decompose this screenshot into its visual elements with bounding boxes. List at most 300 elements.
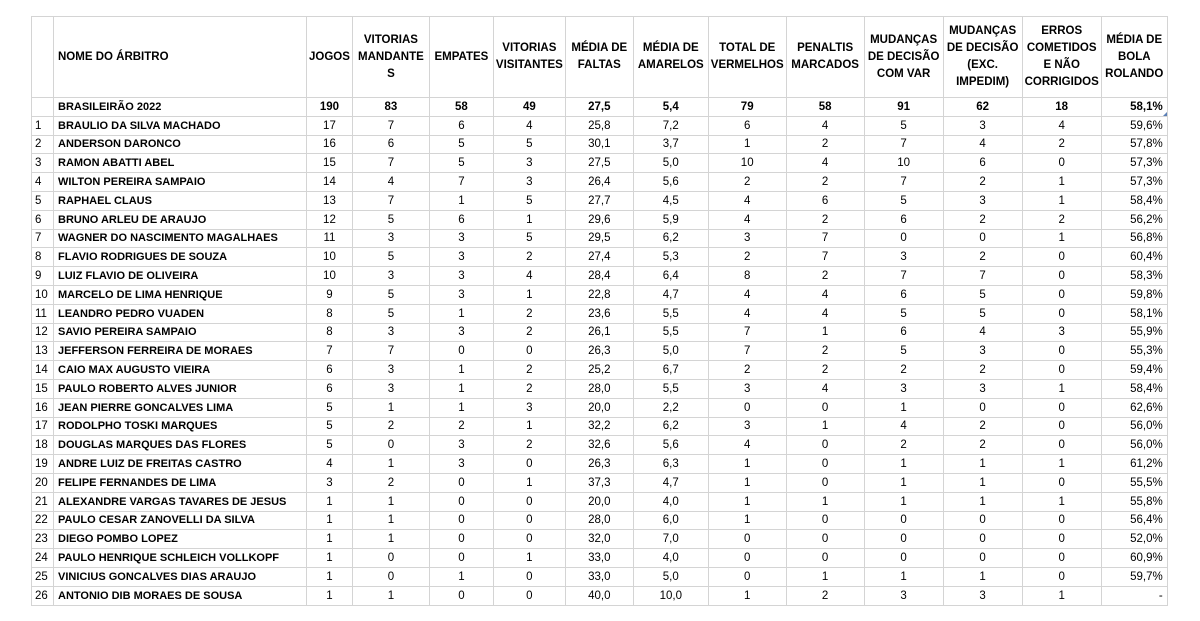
cell-bola-rolando: 58,4%: [1101, 191, 1167, 210]
cell-name: FLAVIO RODRIGUES DE SOUZA: [54, 248, 307, 267]
cell-media-amarelos: 5,0: [633, 342, 708, 361]
cell-penaltis: 0: [786, 473, 864, 492]
cell-media-amarelos: 7,0: [633, 530, 708, 549]
cell-total-vermelhos: 3: [708, 379, 786, 398]
mudancas-var-header: MUDANÇAS DE DECISÃO COM VAR: [864, 17, 943, 98]
cell-media-amarelos: 6,4: [633, 267, 708, 286]
summary-penaltis: 58: [786, 98, 864, 117]
cell-mudancas-exc: 4: [943, 323, 1022, 342]
cell-index: 17: [32, 417, 54, 436]
cell-vitorias-visitantes: 2: [493, 323, 565, 342]
cell-jogos: 5: [307, 436, 353, 455]
cell-empates: 7: [429, 173, 493, 192]
cell-media-faltas: 28,0: [565, 379, 633, 398]
cell-name: SAVIO PEREIRA SAMPAIO: [54, 323, 307, 342]
cell-name: ANTONIO DIB MORAES DE SOUSA: [54, 586, 307, 605]
cell-penaltis: 4: [786, 379, 864, 398]
cell-penaltis: 2: [786, 586, 864, 605]
cell-empates: 1: [429, 304, 493, 323]
cell-vitorias-mandantes: 7: [352, 154, 429, 173]
cell-jogos: 10: [307, 248, 353, 267]
cell-empates: 1: [429, 379, 493, 398]
cell-name: BRAULIO DA SILVA MACHADO: [54, 116, 307, 135]
cell-vitorias-visitantes: 3: [493, 154, 565, 173]
cell-penaltis: 4: [786, 304, 864, 323]
cell-vitorias-mandantes: 3: [352, 229, 429, 248]
cell-media-amarelos: 4,5: [633, 191, 708, 210]
cell-penaltis: 0: [786, 511, 864, 530]
cell-mudancas-exc: 0: [943, 229, 1022, 248]
table-row: [32, 229, 1168, 248]
cell-vitorias-mandantes: 5: [352, 304, 429, 323]
cell-mudancas-exc: 4: [943, 135, 1022, 154]
cell-index: 13: [32, 342, 54, 361]
cell-vitorias-mandantes: 7: [352, 191, 429, 210]
cell-jogos: 10: [307, 267, 353, 286]
cell-mudancas-var: 1: [864, 455, 943, 474]
empates-header: EMPATES: [429, 17, 493, 98]
cell-erros: 0: [1022, 567, 1101, 586]
cell-total-vermelhos: 6: [708, 116, 786, 135]
cell-index: 10: [32, 285, 54, 304]
cell-mudancas-exc: 1: [943, 455, 1022, 474]
cell-index: 19: [32, 455, 54, 474]
cell-empates: 3: [429, 285, 493, 304]
table-row: [32, 417, 1168, 436]
table-row: [32, 173, 1168, 192]
cell-media-amarelos: 3,7: [633, 135, 708, 154]
cell-mudancas-exc: 1: [943, 567, 1022, 586]
cell-index: 22: [32, 511, 54, 530]
cell-total-vermelhos: 4: [708, 210, 786, 229]
cell-mudancas-exc: 3: [943, 342, 1022, 361]
cell-name: WILTON PEREIRA SAMPAIO: [54, 173, 307, 192]
cell-mudancas-exc: 2: [943, 436, 1022, 455]
cell-jogos: 14: [307, 173, 353, 192]
cell-total-vermelhos: 0: [708, 530, 786, 549]
cell-name: RAMON ABATTI ABEL: [54, 154, 307, 173]
cell-media-amarelos: 6,7: [633, 361, 708, 380]
cell-vitorias-mandantes: 1: [352, 492, 429, 511]
cell-name: PAULO CESAR ZANOVELLI DA SILVA: [54, 511, 307, 530]
cell-media-faltas: 23,6: [565, 304, 633, 323]
cell-penaltis: 0: [786, 530, 864, 549]
vitorias-visitantes-header: VITORIAS VISITANTES: [493, 17, 565, 98]
cell-vitorias-visitantes: 1: [493, 417, 565, 436]
cell-penaltis: 2: [786, 210, 864, 229]
cell-empates: 5: [429, 154, 493, 173]
table-row: [32, 135, 1168, 154]
cell-jogos: 1: [307, 530, 353, 549]
cell-mudancas-exc: 7: [943, 267, 1022, 286]
cell-media-faltas: 28,4: [565, 267, 633, 286]
cell-mudancas-exc: 0: [943, 549, 1022, 568]
cell-index: 21: [32, 492, 54, 511]
cell-media-amarelos: 5,6: [633, 436, 708, 455]
cell-vitorias-mandantes: 1: [352, 586, 429, 605]
summary-index: [32, 98, 54, 117]
cell-bola-rolando: 55,3%: [1101, 342, 1167, 361]
cell-media-amarelos: 6,2: [633, 229, 708, 248]
cell-mudancas-var: 2: [864, 361, 943, 380]
cell-name: RODOLPHO TOSKI MARQUES: [54, 417, 307, 436]
cell-total-vermelhos: 2: [708, 248, 786, 267]
cell-vitorias-visitantes: 1: [493, 549, 565, 568]
cell-media-amarelos: 10,0: [633, 586, 708, 605]
cell-index: 8: [32, 248, 54, 267]
cell-total-vermelhos: 10: [708, 154, 786, 173]
cell-erros: 2: [1022, 210, 1101, 229]
cell-index: 7: [32, 229, 54, 248]
cell-jogos: 11: [307, 229, 353, 248]
cell-erros: 1: [1022, 191, 1101, 210]
cell-bola-rolando: -: [1101, 586, 1167, 605]
cell-mudancas-exc: 5: [943, 304, 1022, 323]
cell-vitorias-visitantes: 0: [493, 342, 565, 361]
cell-vitorias-visitantes: 0: [493, 586, 565, 605]
cell-erros: 0: [1022, 361, 1101, 380]
cell-bola-rolando: 62,6%: [1101, 398, 1167, 417]
cell-bola-rolando: 59,4%: [1101, 361, 1167, 380]
cell-media-amarelos: 4,0: [633, 549, 708, 568]
summary-media-faltas: 27,5: [565, 98, 633, 117]
cell-penaltis: 2: [786, 361, 864, 380]
cell-media-amarelos: 5,6: [633, 173, 708, 192]
cell-index: 6: [32, 210, 54, 229]
table-row: [32, 379, 1168, 398]
summary-media-amarelos: 5,4: [633, 98, 708, 117]
cell-name: ANDERSON DARONCO: [54, 135, 307, 154]
cell-vitorias-visitantes: 5: [493, 135, 565, 154]
cell-vitorias-visitantes: 2: [493, 361, 565, 380]
cell-media-amarelos: 6,2: [633, 417, 708, 436]
cell-penaltis: 7: [786, 229, 864, 248]
cell-jogos: 8: [307, 323, 353, 342]
cell-media-amarelos: 6,3: [633, 455, 708, 474]
summary-erros: 18: [1022, 98, 1101, 117]
cell-mudancas-exc: 0: [943, 511, 1022, 530]
cell-empates: 1: [429, 398, 493, 417]
cell-vitorias-mandantes: 4: [352, 173, 429, 192]
cell-jogos: 6: [307, 361, 353, 380]
cell-total-vermelhos: 1: [708, 511, 786, 530]
table-row: [32, 549, 1168, 568]
cell-jogos: 1: [307, 492, 353, 511]
cell-erros: 0: [1022, 473, 1101, 492]
cell-jogos: 1: [307, 511, 353, 530]
cell-erros: 1: [1022, 229, 1101, 248]
cell-penaltis: 0: [786, 436, 864, 455]
table-row: [32, 304, 1168, 323]
cell-media-amarelos: 4,7: [633, 473, 708, 492]
cell-erros: 1: [1022, 455, 1101, 474]
cell-mudancas-var: 5: [864, 304, 943, 323]
vitorias-mandantes-header: VITORIAS MANDANTE S: [352, 17, 429, 98]
cell-mudancas-exc: 0: [943, 530, 1022, 549]
cell-media-faltas: 26,1: [565, 323, 633, 342]
cell-jogos: 13: [307, 191, 353, 210]
cell-bola-rolando: 58,1%: [1101, 304, 1167, 323]
cell-mudancas-exc: 3: [943, 116, 1022, 135]
cell-bola-rolando: 56,2%: [1101, 210, 1167, 229]
table-row: [32, 342, 1168, 361]
cell-index: 18: [32, 436, 54, 455]
cell-media-faltas: 33,0: [565, 549, 633, 568]
cell-media-faltas: 40,0: [565, 586, 633, 605]
cell-mudancas-var: 3: [864, 379, 943, 398]
summary-row: [32, 98, 1168, 117]
cell-media-faltas: 30,1: [565, 135, 633, 154]
cell-name: LUIZ FLAVIO DE OLIVEIRA: [54, 267, 307, 286]
cell-empates: 6: [429, 116, 493, 135]
cell-index: 1: [32, 116, 54, 135]
cell-media-faltas: 25,8: [565, 116, 633, 135]
cell-media-amarelos: 6,0: [633, 511, 708, 530]
cell-vitorias-visitantes: 1: [493, 473, 565, 492]
jogos-header: JOGOS: [307, 17, 353, 98]
cell-media-amarelos: 5,5: [633, 323, 708, 342]
index-header: [32, 17, 54, 98]
summary-empates: 58: [429, 98, 493, 117]
cell-empates: 3: [429, 436, 493, 455]
cell-media-faltas: 29,5: [565, 229, 633, 248]
cell-empates: 0: [429, 473, 493, 492]
cell-vitorias-visitantes: 1: [493, 210, 565, 229]
cell-empates: 6: [429, 210, 493, 229]
cell-penaltis: 4: [786, 285, 864, 304]
cell-media-amarelos: 7,2: [633, 116, 708, 135]
cell-name: ANDRE LUIZ DE FREITAS CASTRO: [54, 455, 307, 474]
cell-index: 24: [32, 549, 54, 568]
cell-mudancas-var: 1: [864, 473, 943, 492]
cell-media-amarelos: 2,2: [633, 398, 708, 417]
cell-vitorias-mandantes: 7: [352, 116, 429, 135]
cell-erros: 0: [1022, 530, 1101, 549]
cell-index: 25: [32, 567, 54, 586]
cell-vitorias-mandantes: 5: [352, 285, 429, 304]
cell-mudancas-var: 0: [864, 229, 943, 248]
cell-vitorias-mandantes: 1: [352, 455, 429, 474]
summary-total-vermelhos: 79: [708, 98, 786, 117]
cell-media-faltas: 25,2: [565, 361, 633, 380]
cell-vitorias-mandantes: 3: [352, 379, 429, 398]
cell-media-faltas: 29,6: [565, 210, 633, 229]
cell-name: DOUGLAS MARQUES DAS FLORES: [54, 436, 307, 455]
cell-mudancas-var: 6: [864, 285, 943, 304]
cell-penaltis: 7: [786, 248, 864, 267]
cell-media-faltas: 22,8: [565, 285, 633, 304]
cell-vitorias-mandantes: 2: [352, 473, 429, 492]
cell-penaltis: 4: [786, 116, 864, 135]
cell-index: 14: [32, 361, 54, 380]
cell-vitorias-visitantes: 0: [493, 530, 565, 549]
summary-jogos: 190: [307, 98, 353, 117]
cell-media-faltas: 26,3: [565, 455, 633, 474]
cell-media-faltas: 33,0: [565, 567, 633, 586]
cell-bola-rolando: 55,9%: [1101, 323, 1167, 342]
cell-media-faltas: 32,6: [565, 436, 633, 455]
cell-erros: 1: [1022, 586, 1101, 605]
cell-total-vermelhos: 1: [708, 455, 786, 474]
cell-total-vermelhos: 1: [708, 492, 786, 511]
cell-media-amarelos: 5,5: [633, 379, 708, 398]
cell-media-amarelos: 5,5: [633, 304, 708, 323]
cell-erros: 1: [1022, 173, 1101, 192]
cell-jogos: 4: [307, 455, 353, 474]
cell-vitorias-visitantes: 0: [493, 511, 565, 530]
cell-name: PAULO ROBERTO ALVES JUNIOR: [54, 379, 307, 398]
cell-mudancas-exc: 3: [943, 586, 1022, 605]
cell-total-vermelhos: 2: [708, 173, 786, 192]
cell-index: 26: [32, 586, 54, 605]
summary-bola-rolando: [1101, 98, 1167, 117]
cell-bola-rolando: 61,2%: [1101, 455, 1167, 474]
cell-mudancas-var: 1: [864, 492, 943, 511]
cell-name: VINICIUS GONCALVES DIAS ARAUJO: [54, 567, 307, 586]
cell-mudancas-var: 7: [864, 135, 943, 154]
cell-erros: 1: [1022, 379, 1101, 398]
cell-index: 15: [32, 379, 54, 398]
bola-rolando-header: MÉDIA DE BOLA ROLANDO: [1101, 17, 1167, 98]
cell-mudancas-exc: 2: [943, 417, 1022, 436]
cell-media-faltas: 26,4: [565, 173, 633, 192]
cell-mudancas-var: 10: [864, 154, 943, 173]
cell-index: 12: [32, 323, 54, 342]
cell-erros: 0: [1022, 342, 1101, 361]
cell-mudancas-var: 0: [864, 511, 943, 530]
cell-mudancas-var: 7: [864, 267, 943, 286]
cell-penaltis: 2: [786, 342, 864, 361]
cell-index: 2: [32, 135, 54, 154]
cell-erros: 0: [1022, 267, 1101, 286]
cell-total-vermelhos: 7: [708, 323, 786, 342]
cell-index: 20: [32, 473, 54, 492]
cell-empates: 0: [429, 549, 493, 568]
cell-empates: 1: [429, 567, 493, 586]
cell-name: CAIO MAX AUGUSTO VIEIRA: [54, 361, 307, 380]
cell-mudancas-var: 4: [864, 417, 943, 436]
cell-name: FELIPE FERNANDES DE LIMA: [54, 473, 307, 492]
cell-total-vermelhos: 3: [708, 417, 786, 436]
cell-vitorias-visitantes: 3: [493, 173, 565, 192]
table-row: [32, 285, 1168, 304]
cell-vitorias-visitantes: 4: [493, 116, 565, 135]
cell-mudancas-var: 2: [864, 436, 943, 455]
cell-media-faltas: 20,0: [565, 398, 633, 417]
cell-mudancas-exc: 2: [943, 361, 1022, 380]
cell-total-vermelhos: 3: [708, 229, 786, 248]
cell-total-vermelhos: 4: [708, 285, 786, 304]
cell-mudancas-exc: 0: [943, 398, 1022, 417]
cell-penaltis: 1: [786, 323, 864, 342]
cell-media-amarelos: 5,0: [633, 154, 708, 173]
cell-name: PAULO HENRIQUE SCHLEICH VOLLKOPF: [54, 549, 307, 568]
cell-empates: 3: [429, 229, 493, 248]
cell-media-faltas: 32,0: [565, 530, 633, 549]
cell-mudancas-exc: 6: [943, 154, 1022, 173]
table-row: [32, 455, 1168, 474]
cell-penaltis: 2: [786, 135, 864, 154]
cell-mudancas-exc: 5: [943, 285, 1022, 304]
cell-bola-rolando: 57,8%: [1101, 135, 1167, 154]
name-header: NOME DO ÁRBITRO: [54, 17, 307, 98]
cell-erros: 0: [1022, 398, 1101, 417]
cell-bola-rolando: 56,0%: [1101, 436, 1167, 455]
cell-erros: 3: [1022, 323, 1101, 342]
cell-vitorias-mandantes: 0: [352, 567, 429, 586]
cell-jogos: 1: [307, 567, 353, 586]
cell-media-amarelos: 5,9: [633, 210, 708, 229]
cell-mudancas-var: 1: [864, 567, 943, 586]
cell-mudancas-exc: 3: [943, 379, 1022, 398]
fill-handle-marker: [1163, 112, 1167, 116]
header-row: [32, 17, 1168, 98]
cell-name: LEANDRO PEDRO VUADEN: [54, 304, 307, 323]
cell-vitorias-visitantes: 0: [493, 455, 565, 474]
cell-vitorias-mandantes: 5: [352, 248, 429, 267]
cell-media-faltas: 27,4: [565, 248, 633, 267]
cell-mudancas-var: 5: [864, 116, 943, 135]
cell-penaltis: 1: [786, 492, 864, 511]
cell-total-vermelhos: 8: [708, 267, 786, 286]
table-row: [32, 586, 1168, 605]
cell-mudancas-var: 5: [864, 191, 943, 210]
cell-penaltis: 1: [786, 417, 864, 436]
cell-erros: 0: [1022, 154, 1101, 173]
cell-total-vermelhos: 4: [708, 304, 786, 323]
cell-vitorias-visitantes: 3: [493, 398, 565, 417]
cell-vitorias-mandantes: 2: [352, 417, 429, 436]
cell-mudancas-var: 3: [864, 586, 943, 605]
cell-mudancas-var: 6: [864, 323, 943, 342]
cell-name: JEFFERSON FERREIRA DE MORAES: [54, 342, 307, 361]
table-row: [32, 323, 1168, 342]
cell-index: 11: [32, 304, 54, 323]
cell-bola-rolando: 55,5%: [1101, 473, 1167, 492]
cell-empates: 0: [429, 511, 493, 530]
summary-bola-rolando-value: 58,1%: [1130, 100, 1163, 113]
cell-bola-rolando: 57,3%: [1101, 173, 1167, 192]
cell-penaltis: 4: [786, 154, 864, 173]
cell-total-vermelhos: 4: [708, 191, 786, 210]
cell-media-faltas: 20,0: [565, 492, 633, 511]
cell-name: RAPHAEL CLAUS: [54, 191, 307, 210]
cell-total-vermelhos: 2: [708, 361, 786, 380]
cell-empates: 3: [429, 248, 493, 267]
cell-jogos: 17: [307, 116, 353, 135]
cell-erros: 0: [1022, 511, 1101, 530]
table-row: [32, 248, 1168, 267]
cell-erros: 0: [1022, 417, 1101, 436]
cell-index: 5: [32, 191, 54, 210]
table-row: [32, 492, 1168, 511]
cell-mudancas-var: 6: [864, 210, 943, 229]
cell-name: WAGNER DO NASCIMENTO MAGALHAES: [54, 229, 307, 248]
cell-empates: 1: [429, 191, 493, 210]
cell-vitorias-visitantes: 2: [493, 436, 565, 455]
cell-index: 4: [32, 173, 54, 192]
cell-penaltis: 2: [786, 267, 864, 286]
cell-vitorias-visitantes: 2: [493, 379, 565, 398]
erros-header: ERROS COMETIDOS E NÃO CORRIGIDOS: [1022, 17, 1101, 98]
cell-mudancas-var: 1: [864, 398, 943, 417]
cell-vitorias-visitantes: 0: [493, 567, 565, 586]
table-row: [32, 567, 1168, 586]
cell-mudancas-exc: 1: [943, 473, 1022, 492]
cell-total-vermelhos: 0: [708, 398, 786, 417]
cell-media-faltas: 32,2: [565, 417, 633, 436]
cell-erros: 0: [1022, 436, 1101, 455]
